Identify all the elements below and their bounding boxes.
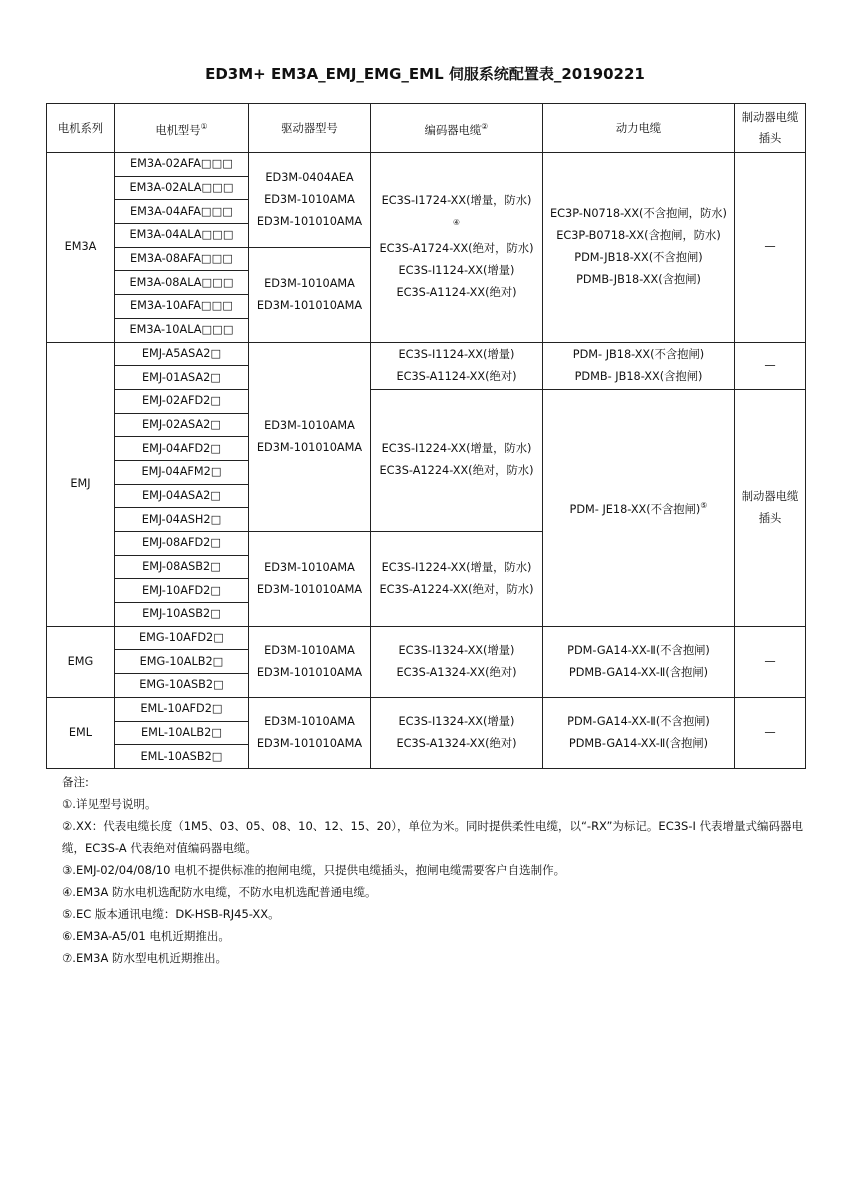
notes xyxy=(62,771,807,969)
model-cell: EMJ-08ASB2□ xyxy=(115,555,249,579)
page-title: ED3M+ EM3A_EMJ_EMG_EML 伺服系统配置表_20190221 xyxy=(205,65,645,83)
header-brake: 制动器电缆插头 xyxy=(735,104,806,153)
model-cell: EMJ-02ASA2□ xyxy=(115,413,249,437)
config-table xyxy=(46,103,806,769)
model-cell: EM3A-04AFA□□□ xyxy=(115,200,249,224)
power-cell: PDM- JE18-XX(不含抱闸)⑤ xyxy=(543,389,735,626)
encoder-cell: EC3S-I1224-XX(增量，防水) EC3S-A1224-XX(绝对，防水) xyxy=(371,389,543,531)
model-cell: EM3A-08ALA□□□ xyxy=(115,271,249,295)
note-item: ①.详见型号说明。 xyxy=(62,797,157,811)
model-cell: EML-10ASB2□ xyxy=(115,745,249,769)
encoder-cell: EC3S-I1124-XX(增量) EC3S-A1124-XX(绝对) xyxy=(371,342,543,389)
note-item: ③.EMJ-02/04/08/10 电机不提供标准的抱闸电缆，只提供电缆插头，抱闸电缆需要客户自选制作。 xyxy=(62,863,566,877)
model-cell: EMJ-08AFD2□ xyxy=(115,532,249,556)
model-cell: EM3A-08AFA□□□ xyxy=(115,247,249,271)
power-cell: PDM-GA14-XX-Ⅱ(不含抱闸) PDMB-GA14-XX-Ⅱ(含抱闸) xyxy=(543,697,735,768)
note-item: ④.EM3A 防水电机选配防水电缆，不防水电机选配普通电缆。 xyxy=(62,885,377,899)
power-cell: EC3P-N0718-XX(不含抱闸，防水) EC3P-B0718-XX(含抱闸，防水) PDM-JB18-XX(不含抱闸) PDMB-JB18-XX(含抱闸) xyxy=(543,153,735,343)
encoder-cell: EC3S-I1324-XX(增量) EC3S-A1324-XX(绝对) xyxy=(371,697,543,768)
brake-cell: — xyxy=(735,153,806,343)
header-driver: 驱动器型号 xyxy=(249,104,371,153)
driver-cell: ED3M-1010AMA ED3M-101010AMA xyxy=(249,697,371,768)
model-cell: EML-10ALB2□ xyxy=(115,721,249,745)
driver-cell: ED3M-1010AMA ED3M-101010AMA xyxy=(249,532,371,627)
brake-cell: — xyxy=(735,626,806,697)
brake-cell: — xyxy=(735,697,806,768)
model-cell: EMJ-04AFM2□ xyxy=(115,460,249,484)
model-cell: EM3A-02AFA□□□ xyxy=(115,153,249,177)
series-emg: EMG xyxy=(47,626,115,697)
header-model: 电机型号① xyxy=(115,104,249,153)
note-item: ②.XX：代表电缆长度（1M5、03、05、08、10、12、15、20），单位为米。同时提供柔性电缆，以“-RX”为标记。EC3S-I 代表增量式编码器电缆，EC3S-A 代表绝对值编码器电缆。 xyxy=(62,819,804,855)
encoder-cell: EC3S-I1224-XX(增量，防水) EC3S-A1224-XX(绝对，防水) xyxy=(371,532,543,627)
series-em3a: EM3A xyxy=(47,153,115,343)
driver-cell: ED3M-1010AMA ED3M-101010AMA xyxy=(249,247,371,342)
notes-heading: 备注: xyxy=(62,775,89,789)
note-item: ⑥.EM3A-A5/01 电机近期推出。 xyxy=(62,929,230,943)
model-cell: EM3A-02ALA□□□ xyxy=(115,176,249,200)
model-cell: EMJ-A5ASA2□ xyxy=(115,342,249,366)
header-encoder: 编码器电缆② xyxy=(371,104,543,153)
driver-cell: ED3M-1010AMA ED3M-101010AMA xyxy=(249,626,371,697)
series-emj: EMJ xyxy=(47,342,115,626)
model-cell: EM3A-10AFA□□□ xyxy=(115,295,249,319)
model-cell: EML-10AFD2□ xyxy=(115,697,249,721)
note-item: ⑤.EC 版本通讯电缆：DK-HSB-RJ45-XX。 xyxy=(62,907,280,921)
driver-cell: ED3M-1010AMA ED3M-101010AMA xyxy=(249,342,371,532)
model-cell: EMJ-02AFD2□ xyxy=(115,389,249,413)
model-cell: EMJ-04ASH2□ xyxy=(115,508,249,532)
note-item: ⑦.EM3A 防水型电机近期推出。 xyxy=(62,951,227,965)
model-cell: EMJ-10ASB2□ xyxy=(115,603,249,627)
model-cell: EMG-10AFD2□ xyxy=(115,626,249,650)
header-power: 动力电缆 xyxy=(543,104,735,153)
model-cell: EM3A-04ALA□□□ xyxy=(115,224,249,248)
model-cell: EMG-10ASB2□ xyxy=(115,674,249,698)
encoder-cell: EC3S-I1324-XX(增量) EC3S-A1324-XX(绝对) xyxy=(371,626,543,697)
power-cell: PDM- JB18-XX(不含抱闸) PDMB- JB18-XX(含抱闸) xyxy=(543,342,735,389)
brake-cell: 制动器电缆插头 xyxy=(735,389,806,626)
model-cell: EMG-10ALB2□ xyxy=(115,650,249,674)
brake-cell: — xyxy=(735,342,806,389)
series-eml: EML xyxy=(47,697,115,768)
header-series: 电机系列 xyxy=(47,104,115,153)
model-cell: EMJ-01ASA2□ xyxy=(115,366,249,390)
model-cell: EMJ-10AFD2□ xyxy=(115,579,249,603)
driver-cell: ED3M-0404AEA ED3M-1010AMA ED3M-101010AMA xyxy=(249,153,371,248)
power-cell: PDM-GA14-XX-Ⅱ(不含抱闸) PDMB-GA14-XX-Ⅱ(含抱闸) xyxy=(543,626,735,697)
model-cell: EMJ-04ASA2□ xyxy=(115,484,249,508)
encoder-cell: EC3S-I1724-XX(增量，防水) ④ EC3S-A1724-XX(绝对，防水) EC3S-I1124-XX(增量) EC3S-A1124-XX(绝对) xyxy=(371,153,543,343)
model-cell: EM3A-10ALA□□□ xyxy=(115,318,249,342)
model-cell: EMJ-04AFD2□ xyxy=(115,437,249,461)
